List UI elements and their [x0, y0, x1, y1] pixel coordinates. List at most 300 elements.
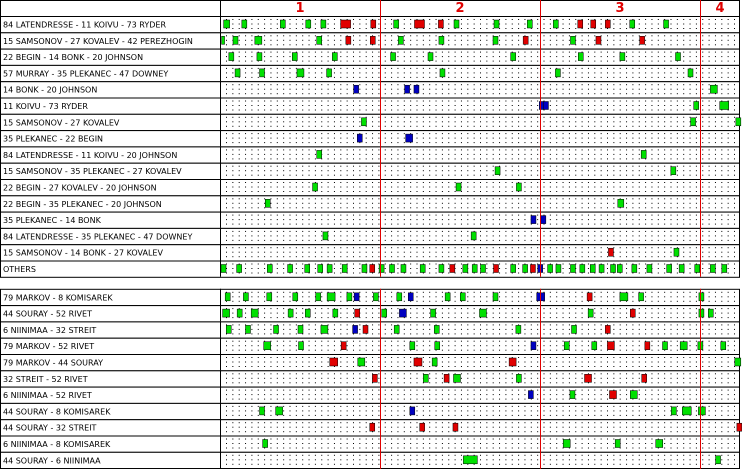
grid-dot — [366, 110, 367, 111]
grid-dot — [461, 28, 462, 29]
grid-dot — [397, 187, 398, 188]
grid-dot — [563, 40, 564, 41]
grid-dot — [467, 350, 468, 351]
grid-dot — [378, 198, 379, 199]
grid-dot — [315, 268, 316, 269]
grid-dot — [296, 345, 297, 346]
grid-dot — [340, 219, 341, 220]
grid-dot — [709, 56, 710, 57]
grid-dot — [283, 329, 284, 330]
grid-dot — [499, 198, 500, 199]
grid-dot — [664, 215, 665, 216]
grid-dot — [677, 215, 678, 216]
grid-dot — [467, 40, 468, 41]
grid-dot — [474, 56, 475, 57]
grid-dot — [563, 273, 564, 274]
grid-dot — [664, 191, 665, 192]
grid-dot — [531, 126, 532, 127]
grid-dot — [677, 198, 678, 199]
grid-dot — [721, 256, 722, 257]
grid-dot — [613, 126, 614, 127]
grid-dot — [639, 268, 640, 269]
grid-dot — [709, 19, 710, 20]
grid-dot — [290, 341, 291, 342]
grid-dot — [569, 133, 570, 134]
grid-dot — [391, 40, 392, 41]
event-bar — [493, 293, 498, 301]
grid-dot — [359, 203, 360, 204]
grid-dot — [563, 175, 564, 176]
grid-dot — [702, 215, 703, 216]
grid-dot — [366, 231, 367, 232]
grid-dot — [696, 19, 697, 20]
grid-dot — [626, 224, 627, 225]
grid-dot — [467, 224, 468, 225]
grid-dot — [702, 187, 703, 188]
grid-dot — [359, 126, 360, 127]
grid-dot — [258, 158, 259, 159]
grid-dot — [702, 105, 703, 106]
grid-dot — [563, 203, 564, 204]
grid-dot — [283, 292, 284, 293]
grid-dot — [461, 35, 462, 36]
grid-dot — [347, 89, 348, 90]
grid-dot — [347, 231, 348, 232]
grid-dot — [645, 28, 646, 29]
grid-dot — [296, 170, 297, 171]
grid-dot — [251, 268, 252, 269]
grid-dot — [232, 110, 233, 111]
grid-dot — [429, 126, 430, 127]
grid-dot — [264, 191, 265, 192]
grid-dot — [486, 68, 487, 69]
grid-dot — [359, 149, 360, 150]
grid-dot — [423, 149, 424, 150]
grid-dot — [340, 256, 341, 257]
grid-dot — [486, 117, 487, 118]
grid-dot — [582, 166, 583, 167]
grid-dot — [607, 52, 608, 53]
grid-dot — [696, 215, 697, 216]
grid-dot — [480, 296, 481, 297]
grid-dot — [594, 219, 595, 220]
grid-dot — [429, 308, 430, 309]
grid-dot — [442, 252, 443, 253]
grid-dot — [524, 324, 525, 325]
grid-dot — [296, 182, 297, 183]
grid-dot — [626, 44, 627, 45]
grid-dot — [696, 224, 697, 225]
grid-dot — [442, 52, 443, 53]
grid-dot — [423, 345, 424, 346]
grid-dot — [480, 138, 481, 139]
grid-dot — [448, 61, 449, 62]
grid-dot — [353, 52, 354, 53]
grid-dot — [658, 72, 659, 73]
grid-dot — [734, 231, 735, 232]
grid-dot — [404, 19, 405, 20]
grid-dot — [353, 341, 354, 342]
grid-dot — [353, 158, 354, 159]
grid-dot — [632, 256, 633, 257]
grid-dot — [696, 191, 697, 192]
grid-dot — [270, 308, 271, 309]
grid-dot — [328, 203, 329, 204]
grid-dot — [251, 264, 252, 265]
grid-dot — [239, 149, 240, 150]
grid-dot — [404, 68, 405, 69]
grid-dot — [518, 296, 519, 297]
grid-dot — [658, 105, 659, 106]
grid-dot — [556, 101, 557, 102]
grid-dot — [315, 235, 316, 236]
grid-dot — [340, 215, 341, 216]
grid-dot — [239, 44, 240, 45]
grid-dot — [505, 264, 506, 265]
grid-dot — [245, 154, 246, 155]
grid-dot — [334, 268, 335, 269]
grid-dot — [671, 301, 672, 302]
grid-dot — [340, 56, 341, 57]
grid-dot — [474, 35, 475, 36]
grid-dot — [651, 198, 652, 199]
grid-dot — [366, 296, 367, 297]
event-bar — [620, 293, 628, 301]
grid-dot — [410, 52, 411, 53]
grid-dot — [264, 219, 265, 220]
grid-dot — [302, 187, 303, 188]
event-bar — [695, 265, 700, 273]
grid-dot — [512, 24, 513, 25]
grid-dot — [258, 329, 259, 330]
grid-dot — [486, 198, 487, 199]
grid-dot — [702, 264, 703, 265]
grid-dot — [544, 252, 545, 253]
grid-dot — [728, 154, 729, 155]
grid-dot — [245, 191, 246, 192]
grid-dot — [397, 105, 398, 106]
grid-dot — [696, 231, 697, 232]
grid-dot — [544, 133, 545, 134]
grid-dot — [309, 296, 310, 297]
grid-dot — [309, 292, 310, 293]
grid-dot — [410, 154, 411, 155]
grid-dot — [442, 247, 443, 248]
grid-dot — [582, 231, 583, 232]
grid-dot — [251, 191, 252, 192]
grid-dot — [607, 182, 608, 183]
grid-dot — [632, 292, 633, 293]
grid-dot — [251, 324, 252, 325]
grid-dot — [721, 333, 722, 334]
grid-dot — [480, 149, 481, 150]
grid-dot — [391, 231, 392, 232]
grid-dot — [486, 292, 487, 293]
grid-dot — [651, 252, 652, 253]
grid-dot — [264, 256, 265, 257]
grid-dot — [544, 149, 545, 150]
grid-dot — [537, 28, 538, 29]
event-bar — [313, 183, 318, 191]
grid-dot — [372, 296, 373, 297]
grid-dot — [290, 35, 291, 36]
grid-dot — [645, 89, 646, 90]
grid-dot — [277, 28, 278, 29]
grid-dot — [544, 61, 545, 62]
grid-dot — [690, 19, 691, 20]
grid-dot — [353, 231, 354, 232]
grid-dot — [512, 28, 513, 29]
grid-dot — [499, 105, 500, 106]
grid-dot — [594, 187, 595, 188]
grid-dot — [683, 121, 684, 122]
grid-dot — [721, 215, 722, 216]
grid-dot — [340, 317, 341, 318]
grid-dot — [664, 301, 665, 302]
grid-dot — [544, 77, 545, 78]
grid-dot — [455, 121, 456, 122]
grid-dot — [512, 154, 513, 155]
grid-dot — [334, 252, 335, 253]
grid-dot — [417, 324, 418, 325]
grid-dot — [582, 138, 583, 139]
event-bar — [688, 69, 693, 77]
grid-dot — [366, 158, 367, 159]
grid-dot — [645, 101, 646, 102]
grid-dot — [486, 110, 487, 111]
grid-dot — [290, 126, 291, 127]
grid-dot — [601, 93, 602, 94]
grid-dot — [385, 52, 386, 53]
grid-dot — [620, 138, 621, 139]
grid-dot — [715, 333, 716, 334]
grid-dot — [340, 35, 341, 36]
grid-dot — [385, 19, 386, 20]
grid-dot — [467, 84, 468, 85]
grid-dot — [531, 329, 532, 330]
grid-dot — [734, 182, 735, 183]
grid-dot — [404, 52, 405, 53]
grid-dot — [334, 138, 335, 139]
grid-dot — [474, 207, 475, 208]
grid-dot — [239, 191, 240, 192]
grid-dot — [467, 93, 468, 94]
grid-dot — [499, 273, 500, 274]
grid-dot — [505, 219, 506, 220]
event-bar — [355, 309, 360, 317]
event-bar — [293, 293, 298, 301]
grid-dot — [232, 158, 233, 159]
grid-dot — [347, 138, 348, 139]
grid-dot — [283, 247, 284, 248]
grid-dot — [397, 308, 398, 309]
event-bar — [632, 265, 637, 273]
grid-dot — [391, 317, 392, 318]
grid-dot — [544, 203, 545, 204]
grid-dot — [607, 301, 608, 302]
grid-dot — [518, 273, 519, 274]
grid-dot — [512, 224, 513, 225]
grid-dot — [290, 301, 291, 302]
grid-dot — [499, 240, 500, 241]
event-bar — [587, 293, 592, 301]
grid-dot — [563, 117, 564, 118]
grid-dot — [626, 219, 627, 220]
grid-dot — [582, 126, 583, 127]
grid-dot — [601, 182, 602, 183]
grid-dot — [270, 142, 271, 143]
grid-dot — [277, 154, 278, 155]
grid-dot — [613, 28, 614, 29]
grid-dot — [556, 149, 557, 150]
grid-dot — [594, 72, 595, 73]
event-bar — [257, 53, 262, 61]
grid-dot — [575, 252, 576, 253]
grid-dot — [296, 77, 297, 78]
grid-dot — [683, 333, 684, 334]
grid-dot — [366, 142, 367, 143]
grid-dot — [531, 61, 532, 62]
grid-dot — [690, 61, 691, 62]
grid-dot — [328, 84, 329, 85]
grid-dot — [239, 350, 240, 351]
row-label: 84 LATENDRESSE - 35 PLEKANEC - 47 DOWNEY — [3, 232, 193, 242]
grid-dot — [378, 35, 379, 36]
grid-dot — [499, 224, 500, 225]
grid-dot — [683, 154, 684, 155]
grid-dot — [315, 121, 316, 122]
grid-dot — [321, 121, 322, 122]
grid-dot — [448, 247, 449, 248]
grid-dot — [347, 175, 348, 176]
grid-dot — [429, 35, 430, 36]
grid-dot — [721, 301, 722, 302]
grid-dot — [690, 215, 691, 216]
grid-dot — [251, 341, 252, 342]
period-label-4: 4 — [715, 1, 725, 16]
grid-dot — [315, 341, 316, 342]
grid-dot — [347, 345, 348, 346]
grid-dot — [448, 154, 449, 155]
grid-dot — [728, 138, 729, 139]
grid-dot — [696, 313, 697, 314]
grid-dot — [417, 101, 418, 102]
grid-dot — [245, 308, 246, 309]
grid-dot — [467, 256, 468, 257]
grid-dot — [436, 72, 437, 73]
grid-dot — [645, 126, 646, 127]
grid-dot — [391, 28, 392, 29]
grid-dot — [594, 252, 595, 253]
grid-dot — [239, 61, 240, 62]
grid-dot — [588, 154, 589, 155]
grid-dot — [505, 313, 506, 314]
grid-dot — [359, 224, 360, 225]
grid-dot — [385, 273, 386, 274]
grid-dot — [239, 231, 240, 232]
grid-dot — [423, 110, 424, 111]
grid-dot — [264, 329, 265, 330]
grid-dot — [226, 101, 227, 102]
grid-dot — [518, 149, 519, 150]
grid-dot — [372, 170, 373, 171]
grid-dot — [283, 133, 284, 134]
grid-dot — [499, 187, 500, 188]
grid-dot — [467, 219, 468, 220]
grid-dot — [556, 105, 557, 106]
grid-dot — [702, 252, 703, 253]
grid-dot — [632, 207, 633, 208]
grid-dot — [474, 333, 475, 334]
grid-dot — [232, 126, 233, 127]
grid-dot — [455, 203, 456, 204]
grid-dot — [715, 203, 716, 204]
event-bar — [323, 232, 328, 240]
grid-dot — [372, 256, 373, 257]
grid-dot — [429, 264, 430, 265]
grid-dot — [442, 175, 443, 176]
grid-dot — [531, 52, 532, 53]
event-bar — [596, 36, 601, 44]
grid-dot — [671, 224, 672, 225]
grid-dot — [524, 56, 525, 57]
grid-dot — [277, 24, 278, 25]
grid-dot — [613, 52, 614, 53]
grid-dot — [296, 264, 297, 265]
grid-dot — [601, 219, 602, 220]
grid-dot — [620, 105, 621, 106]
grid-dot — [474, 166, 475, 167]
grid-dot — [302, 247, 303, 248]
grid-dot — [683, 101, 684, 102]
grid-dot — [423, 207, 424, 208]
grid-dot — [467, 166, 468, 167]
grid-dot — [423, 105, 424, 106]
grid-dot — [423, 84, 424, 85]
grid-dot — [334, 345, 335, 346]
grid-dot — [429, 215, 430, 216]
event-bar — [679, 265, 684, 273]
grid-dot — [270, 313, 271, 314]
grid-dot — [359, 296, 360, 297]
grid-dot — [537, 308, 538, 309]
grid-dot — [499, 117, 500, 118]
grid-dot — [232, 93, 233, 94]
grid-dot — [607, 121, 608, 122]
grid-dot — [309, 68, 310, 69]
grid-dot — [347, 333, 348, 334]
grid-dot — [353, 198, 354, 199]
grid-dot — [353, 19, 354, 20]
grid-dot — [683, 52, 684, 53]
grid-dot — [391, 93, 392, 94]
event-bar — [333, 309, 338, 317]
grid-dot — [334, 44, 335, 45]
grid-dot — [582, 133, 583, 134]
grid-dot — [632, 133, 633, 134]
grid-dot — [588, 158, 589, 159]
event-bar — [440, 69, 445, 77]
grid-dot — [334, 24, 335, 25]
grid-dot — [512, 40, 513, 41]
grid-dot — [582, 117, 583, 118]
grid-dot — [715, 52, 716, 53]
grid-dot — [658, 158, 659, 159]
grid-dot — [436, 203, 437, 204]
grid-dot — [245, 35, 246, 36]
grid-dot — [582, 89, 583, 90]
grid-dot — [423, 308, 424, 309]
